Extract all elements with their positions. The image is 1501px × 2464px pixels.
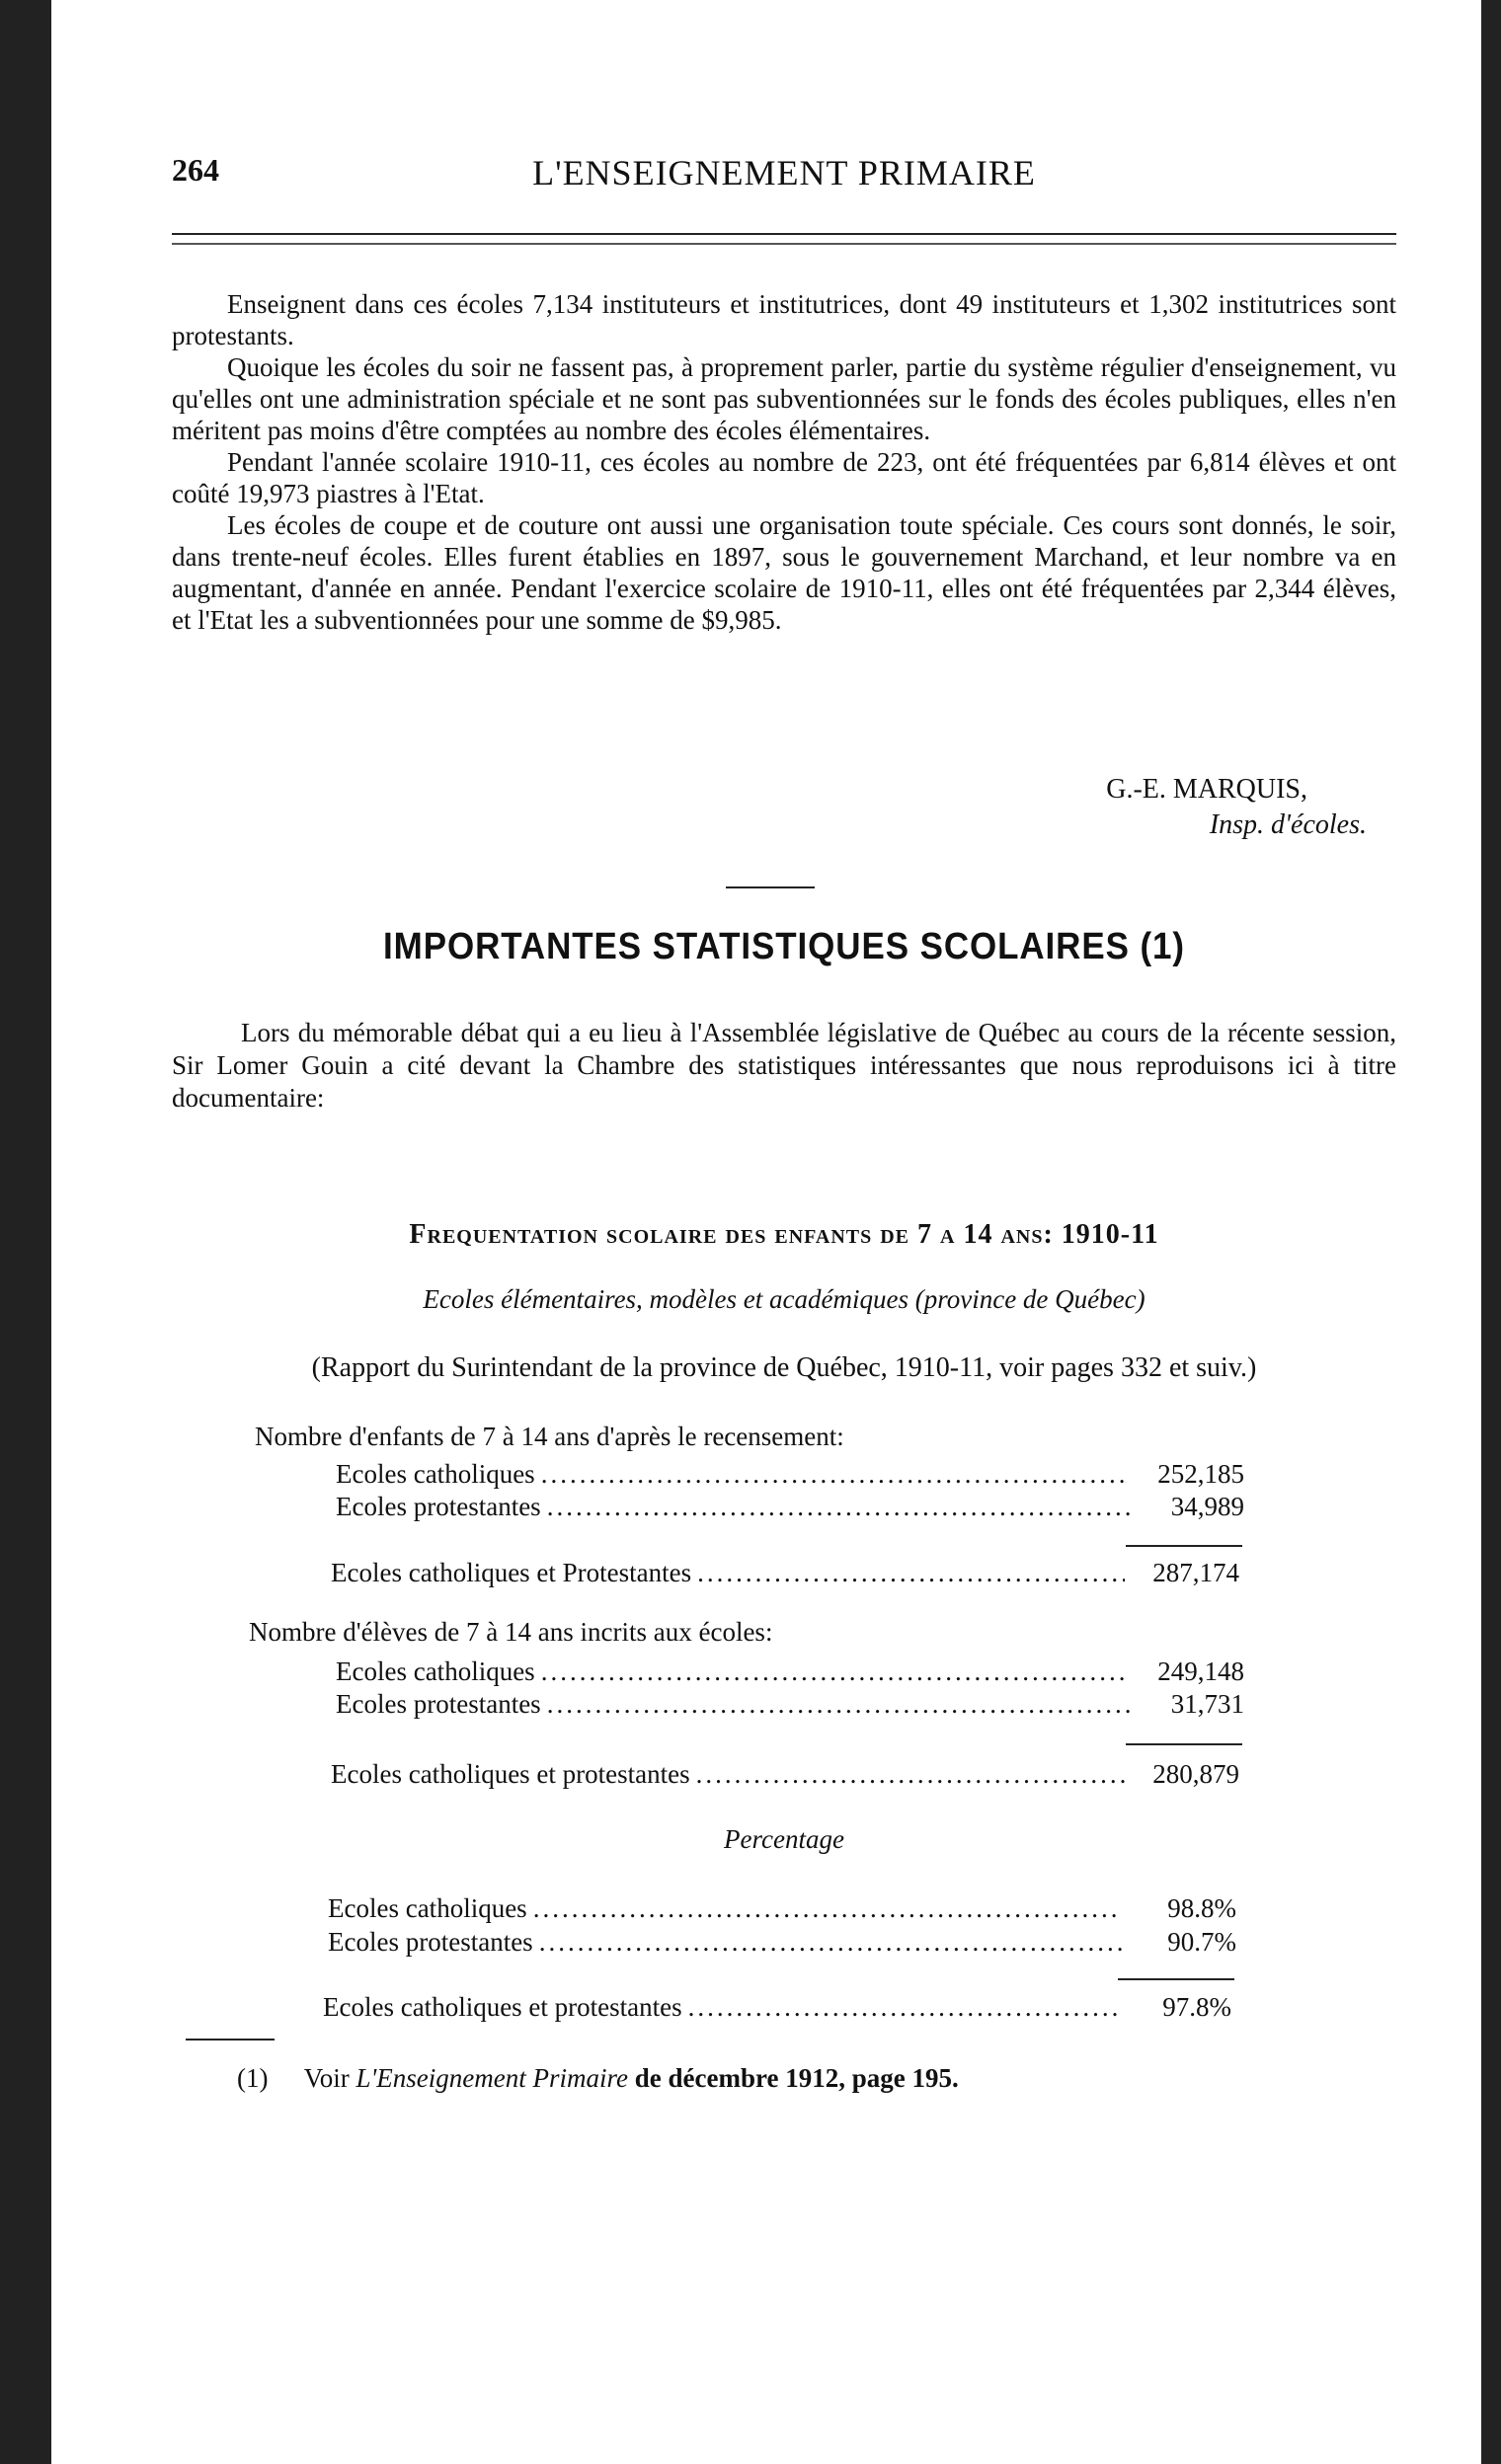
leader-dots	[696, 1759, 1125, 1790]
table-row	[336, 1459, 1244, 1493]
row-value: 252,185	[1157, 1459, 1244, 1489]
group-label-enrolled: Nombre d'élèves de 7 à 14 ans incrits aux écoles:	[249, 1617, 773, 1647]
leader-dots	[547, 1492, 1130, 1522]
row-label: Ecoles catholiques	[336, 1459, 535, 1489]
row-value: 97.8%	[1162, 1992, 1231, 2022]
row-label: Ecoles protestantes	[336, 1689, 541, 1719]
table-total-row	[323, 1992, 1231, 2026]
intro-text	[172, 1017, 1396, 1115]
table-total-row	[331, 1558, 1239, 1591]
footnote-mark: (1)	[237, 2063, 269, 2093]
paragraph: Les écoles de coupe et de couture ont aussi une organisation toute spéciale. Ces cours sont donnés, le soir, dans trente-neuf écoles. Elles furent établies en 1897, sous le gouvernement Marchand, et leur nombre va en augmentant, d'année en année. Pendant l'exercice scolaire de 1910-11, elles ont été fréquentées par 2,344 élèves, et l'Etat les a subventionnées pour une somme de $9,985.	[172, 510, 1396, 635]
footnote-prefix: Voir	[303, 2063, 350, 2093]
table-title: Frequentation scolaire des enfants de 7 a 14 ans: 1910-11	[409, 1219, 1159, 1250]
row-value: 31,731	[1170, 1689, 1244, 1719]
row-label: Ecoles protestantes	[336, 1492, 541, 1521]
table-row	[336, 1656, 1244, 1690]
table-row	[336, 1689, 1244, 1723]
table-total-row	[331, 1759, 1239, 1793]
percentage-title: Percentage	[724, 1824, 844, 1854]
intro-paragraph: Lors du mémorable débat qui a eu lieu à l'Assemblée législative de Québec au cours de la récente session, Sir Lomer Gouin a cité devant la Chambre des statistiques intéressantes que nous reproduisons ici à titre documentaire:	[172, 1018, 1396, 1113]
row-value: 249,148	[1157, 1656, 1244, 1686]
footnote-journal: L'Enseignement Primaire	[356, 2063, 628, 2093]
paragraph: Quoique les écoles du soir ne fassent pas, à proprement parler, partie du système régulier d'enseignement, vu qu'elles ont une administration spéciale et ne sont pas subventionnées sur le fonds des écoles publiques, elles n'en méritent pas moins d'être comptées au nombre des écoles élémentaires.	[172, 352, 1396, 445]
row-label: Ecoles catholiques et Protestantes	[331, 1558, 692, 1587]
row-value: 287,174	[1152, 1558, 1239, 1587]
row-value: 280,879	[1152, 1759, 1239, 1789]
paragraph: Pendant l'année scolaire 1910-11, ces écoles au nombre de 223, ont été fréquentées par 6,814 élèves et ont coûté 19,973 piastres à l'Etat.	[172, 447, 1396, 508]
page-header	[172, 148, 1396, 207]
scan-border-right	[1481, 0, 1501, 2464]
section-heading: IMPORTANTES STATISTIQUES SCOLAIRES (1)	[383, 926, 1185, 967]
table-row	[328, 1893, 1236, 1927]
footnote	[237, 2063, 1373, 2094]
running-title: L'ENSEIGNEMENT PRIMAIRE	[532, 153, 1036, 192]
table-subtitle: Ecoles élémentaires, modèles et académiques (province de Québec)	[423, 1284, 1146, 1314]
signature-name: G.-E. MARQUIS,	[1106, 774, 1307, 805]
signature-block	[172, 772, 1367, 843]
sum-rule	[1126, 1743, 1242, 1745]
table-row	[328, 1927, 1236, 1961]
header-rule	[172, 233, 1396, 245]
paragraph: Enseignent dans ces écoles 7,134 instituteurs et institutrices, dont 49 instituteurs et 1,302 institutrices sont protestants.	[172, 289, 1396, 350]
row-label: Ecoles catholiques	[336, 1656, 535, 1686]
leader-dots	[539, 1927, 1122, 1958]
row-label: Ecoles catholiques et protestantes	[331, 1759, 690, 1789]
row-label: Ecoles protestantes	[328, 1927, 533, 1957]
sum-rule	[1118, 1978, 1234, 1980]
row-label: Ecoles catholiques et protestantes	[323, 1992, 682, 2022]
table-source: (Rapport du Surintendant de la province de Québec, 1910-11, voir pages 332 et suiv.)	[311, 1352, 1257, 1383]
leader-dots	[533, 1893, 1122, 1924]
row-label: Ecoles catholiques	[328, 1893, 527, 1923]
page-number: 264	[172, 152, 219, 188]
leader-dots	[547, 1689, 1130, 1720]
section-divider	[726, 886, 815, 888]
leader-dots	[541, 1459, 1130, 1490]
footnote-rule	[186, 2039, 275, 2040]
leader-dots	[688, 1992, 1117, 2023]
leader-dots	[541, 1656, 1130, 1687]
footnote-suffix: de décembre 1912, page 195.	[634, 2063, 959, 2093]
row-value: 98.8%	[1167, 1893, 1236, 1923]
row-value: 90.7%	[1167, 1927, 1236, 1957]
body-text	[172, 288, 1396, 636]
table-row	[336, 1492, 1244, 1525]
group-label-census: Nombre d'enfants de 7 à 14 ans d'après le recensement:	[255, 1422, 844, 1451]
row-value: 34,989	[1170, 1492, 1244, 1521]
leader-dots	[697, 1558, 1125, 1588]
sum-rule	[1126, 1545, 1242, 1547]
signature-title: Insp. d'écoles.	[1209, 809, 1367, 840]
